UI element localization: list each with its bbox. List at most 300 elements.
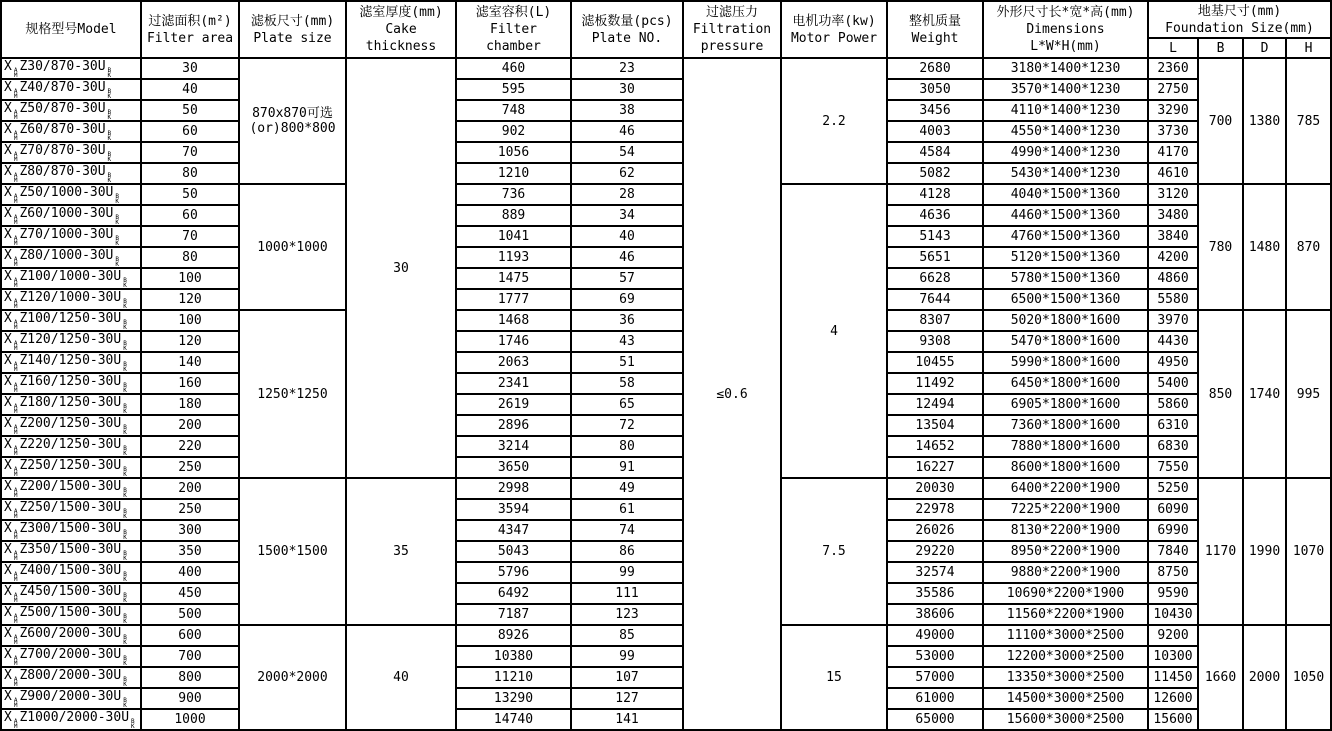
filter-chamber-cell: 1193 xyxy=(456,247,571,268)
dimensions-cell: 4990*1400*1230 xyxy=(983,142,1148,163)
col-header-foundation-size xyxy=(1148,1,1331,38)
foundation-l-cell: 4430 xyxy=(1148,331,1198,352)
filter-chamber-cell: 5796 xyxy=(456,562,571,583)
model-text: Z80/1000-30U xyxy=(19,248,114,263)
table-header xyxy=(1,1,1331,58)
filter-area-cell: 450 xyxy=(141,583,239,604)
plate-number-cell: 46 xyxy=(571,247,683,268)
model-cell xyxy=(1,583,141,604)
model-prefix: X xyxy=(4,542,12,557)
model-variant-marks: A M xyxy=(13,172,18,184)
model-cell xyxy=(1,79,141,100)
model-cell xyxy=(1,541,141,562)
model-prefix: X xyxy=(4,80,12,95)
foundation-l-cell: 15600 xyxy=(1148,709,1198,730)
model-text: Z60/1000-30U xyxy=(19,206,114,221)
filter-chamber-cell: 1475 xyxy=(456,268,571,289)
filter-area-cell: 350 xyxy=(141,541,239,562)
weight-cell: 22978 xyxy=(887,499,983,520)
foundation-l-cell: 2750 xyxy=(1148,79,1198,100)
subcol-header-h: H xyxy=(1286,38,1331,58)
table-row xyxy=(1,226,1331,247)
weight-cell: 65000 xyxy=(887,709,983,730)
model-prefix: X xyxy=(4,332,12,347)
dimensions-cell: 11100*3000*2500 xyxy=(983,625,1148,646)
model-cell xyxy=(1,247,141,268)
plate-number-cell: 62 xyxy=(571,163,683,184)
foundation-d-cell: 1990 xyxy=(1243,478,1286,625)
filter-area-cell: 1000 xyxy=(141,709,239,730)
dimensions-cell: 6400*2200*1900 xyxy=(983,478,1148,499)
weight-cell: 3050 xyxy=(887,79,983,100)
foundation-b-cell: 1170 xyxy=(1198,478,1243,625)
plate-number-cell: 28 xyxy=(571,184,683,205)
filter-area-cell: 300 xyxy=(141,520,239,541)
foundation-b-cell: 780 xyxy=(1198,184,1243,310)
table-row xyxy=(1,331,1331,352)
col-header-filtration-pressure xyxy=(683,1,781,58)
model-variant-marks: A M xyxy=(13,466,18,478)
filter-chamber-cell: 889 xyxy=(456,205,571,226)
filter-area-cell: 60 xyxy=(141,121,239,142)
model-variant-marks: A M xyxy=(13,67,18,79)
foundation-l-cell: 6830 xyxy=(1148,436,1198,457)
filter-chamber-cell: 14740 xyxy=(456,709,571,730)
subcol-header-d: D xyxy=(1243,38,1286,58)
filter-chamber-cell: 3650 xyxy=(456,457,571,478)
plate-number-cell: 43 xyxy=(571,331,683,352)
plate-number-cell: 40 xyxy=(571,226,683,247)
model-variant-marks: B K xyxy=(107,172,112,184)
model-prefix: X xyxy=(4,521,12,536)
model-variant-marks: A M xyxy=(13,508,18,520)
model-variant-marks: B K xyxy=(123,697,127,709)
model-variant-marks: B K xyxy=(123,571,127,583)
model-text: Z600/2000-30U xyxy=(19,626,122,641)
model-variant-marks: A M xyxy=(13,340,18,352)
model-variant-marks: B K xyxy=(115,193,119,205)
filter-chamber-cell: 1210 xyxy=(456,163,571,184)
foundation-h-cell: 1070 xyxy=(1286,478,1331,625)
filter-area-cell: 120 xyxy=(141,331,239,352)
filter-chamber-cell: 4347 xyxy=(456,520,571,541)
plate-number-cell: 141 xyxy=(571,709,683,730)
model-text: Z30/870-30U xyxy=(19,59,106,74)
cake-thickness-en2: thickness xyxy=(365,39,437,54)
table-row xyxy=(1,79,1331,100)
plate-number-cell: 61 xyxy=(571,499,683,520)
model-variant-marks: B K xyxy=(123,277,127,289)
model-cell xyxy=(1,184,141,205)
subcol-header-l: L xyxy=(1148,38,1198,58)
model-variant-marks: A M xyxy=(13,676,18,688)
filter-area-cell: 250 xyxy=(141,499,239,520)
model-variant-marks: B K xyxy=(123,445,127,457)
filter-chamber-cell: 736 xyxy=(456,184,571,205)
foundation-l-cell: 4200 xyxy=(1148,247,1198,268)
plate-size-cell: 1500*1500 xyxy=(239,478,346,625)
model-text: Z120/1250-30U xyxy=(19,332,122,347)
table-row xyxy=(1,541,1331,562)
model-cell xyxy=(1,58,141,79)
model-cell xyxy=(1,121,141,142)
weight-en: Weight xyxy=(911,30,959,46)
model-variant-marks: B K xyxy=(123,298,127,310)
filtration-pressure-en2: pressure xyxy=(700,39,764,54)
model-variant-marks: A M xyxy=(13,529,18,541)
weight-cell: 4636 xyxy=(887,205,983,226)
filter-area-cell: 60 xyxy=(141,205,239,226)
model-text: Z200/1500-30U xyxy=(19,479,122,494)
plate-number-cell: 49 xyxy=(571,478,683,499)
foundation-l-cell: 3970 xyxy=(1148,310,1198,331)
weight-cell: 26026 xyxy=(887,520,983,541)
model-cell xyxy=(1,436,141,457)
table-row xyxy=(1,373,1331,394)
model-variant-marks: B K xyxy=(107,88,112,100)
foundation-h-cell: 870 xyxy=(1286,184,1331,310)
foundation-h-cell: 785 xyxy=(1286,58,1331,184)
filter-chamber-cell: 8926 xyxy=(456,625,571,646)
model-variant-marks: B K xyxy=(123,403,127,415)
dimensions-cell: 5020*1800*1600 xyxy=(983,310,1148,331)
model-prefix: X xyxy=(4,479,12,494)
model-variant-marks: A M xyxy=(13,487,18,499)
table-row xyxy=(1,583,1331,604)
filter-chamber-cell: 6492 xyxy=(456,583,571,604)
filter-chamber-cell: 748 xyxy=(456,100,571,121)
cake-thickness-cell: 30 xyxy=(346,58,456,478)
model-cell xyxy=(1,499,141,520)
plate-number-cell: 99 xyxy=(571,562,683,583)
filter-chamber-cell: 460 xyxy=(456,58,571,79)
filtration-pressure-zh: 过滤压力 xyxy=(705,5,758,20)
plate-number-cell: 30 xyxy=(571,79,683,100)
filter-area-cell: 120 xyxy=(141,289,239,310)
filter-area-cell: 180 xyxy=(141,394,239,415)
filter-chamber-cell: 1777 xyxy=(456,289,571,310)
table-row xyxy=(1,121,1331,142)
foundation-l-cell: 3290 xyxy=(1148,100,1198,121)
model-variant-marks: A M xyxy=(13,298,18,310)
cake-thickness-cell: 40 xyxy=(346,625,456,730)
col-header-plate-number xyxy=(571,1,683,58)
table-row xyxy=(1,310,1331,331)
filter-chamber-cell: 1468 xyxy=(456,310,571,331)
filtration-pressure-en1: Filtration xyxy=(692,22,772,37)
plate-number-cell: 99 xyxy=(571,646,683,667)
table-row xyxy=(1,499,1331,520)
model-text: Z40/870-30U xyxy=(19,80,106,95)
weight-cell: 53000 xyxy=(887,646,983,667)
model-prefix: X xyxy=(4,668,12,683)
foundation-l-cell: 12600 xyxy=(1148,688,1198,709)
foundation-d-cell: 1480 xyxy=(1243,184,1286,310)
model-variant-marks: A M xyxy=(13,277,18,289)
table-row xyxy=(1,163,1331,184)
filter-chamber-cell: 1746 xyxy=(456,331,571,352)
model-prefix: X xyxy=(4,59,12,74)
model-prefix: X xyxy=(4,101,12,116)
filter-area-cell: 700 xyxy=(141,646,239,667)
model-variant-marks: A M xyxy=(13,571,18,583)
dimensions-cell: 6450*1800*1600 xyxy=(983,373,1148,394)
dimensions-cell: 14500*3000*2500 xyxy=(983,688,1148,709)
model-cell xyxy=(1,226,141,247)
motor-power-cell: 7.5 xyxy=(781,478,887,625)
col-header-weight xyxy=(887,1,983,58)
model-variant-marks: B K xyxy=(115,256,119,268)
col-header-cake-thickness xyxy=(346,1,456,58)
filter-area-cell: 100 xyxy=(141,268,239,289)
filter-chamber-cell: 902 xyxy=(456,121,571,142)
table-row xyxy=(1,709,1331,730)
dimensions-cell: 8130*2200*1900 xyxy=(983,520,1148,541)
model-cell xyxy=(1,268,141,289)
model-prefix: X xyxy=(4,290,12,305)
model-variant-marks: A M xyxy=(13,214,18,226)
model-variant-marks: B K xyxy=(123,529,127,541)
table-row xyxy=(1,58,1331,79)
model-variant-marks: B K xyxy=(123,550,127,562)
model-variant-marks: B K xyxy=(107,109,112,121)
model-cell xyxy=(1,415,141,436)
table-row xyxy=(1,562,1331,583)
filter-chamber-cell: 2619 xyxy=(456,394,571,415)
weight-cell: 9308 xyxy=(887,331,983,352)
model-prefix: X xyxy=(4,584,12,599)
col-header-filter-area xyxy=(141,1,239,58)
dimensions-cell: 4550*1400*1230 xyxy=(983,121,1148,142)
weight-cell: 5082 xyxy=(887,163,983,184)
foundation-l-cell: 6090 xyxy=(1148,499,1198,520)
plate-number-cell: 85 xyxy=(571,625,683,646)
model-text: Z70/1000-30U xyxy=(19,227,114,242)
model-variant-marks: A M xyxy=(13,109,18,121)
filter-chamber-cell: 2896 xyxy=(456,415,571,436)
dimensions-cell: 5780*1500*1360 xyxy=(983,268,1148,289)
cake-thickness-en1: Cake xyxy=(385,22,417,37)
table-row xyxy=(1,142,1331,163)
plate-number-cell: 51 xyxy=(571,352,683,373)
table-row xyxy=(1,268,1331,289)
model-text: Z200/1250-30U xyxy=(19,416,122,431)
filter-chamber-cell: 1041 xyxy=(456,226,571,247)
model-prefix: X xyxy=(4,647,12,662)
model-variant-marks: B K xyxy=(123,361,127,373)
model-cell xyxy=(1,310,141,331)
model-variant-marks: A M xyxy=(13,403,18,415)
model-prefix: X xyxy=(4,689,12,704)
filter-chamber-cell: 13290 xyxy=(456,688,571,709)
model-text: Z140/1250-30U xyxy=(19,353,122,368)
filter-chamber-cell: 10380 xyxy=(456,646,571,667)
filter-chamber-cell: 595 xyxy=(456,79,571,100)
plate-number-cell: 111 xyxy=(571,583,683,604)
plate-number-cell: 23 xyxy=(571,58,683,79)
model-text: Z160/1250-30U xyxy=(19,374,122,389)
filter-area-cell: 70 xyxy=(141,226,239,247)
motor-power-cell: 4 xyxy=(781,184,887,478)
model-cell xyxy=(1,352,141,373)
table-row xyxy=(1,289,1331,310)
filtration-pressure-cell: ≤0.6 xyxy=(683,58,781,730)
model-text: Z50/870-30U xyxy=(19,101,106,116)
model-prefix: X xyxy=(4,164,12,179)
model-variant-marks: A M xyxy=(13,655,18,667)
foundation-l-cell: 6310 xyxy=(1148,415,1198,436)
dimensions-cell: 8950*2200*1900 xyxy=(983,541,1148,562)
filter-area-en: Filter area xyxy=(146,30,234,46)
weight-cell: 38606 xyxy=(887,604,983,625)
filter-area-cell: 220 xyxy=(141,436,239,457)
filter-area-cell: 70 xyxy=(141,142,239,163)
foundation-l-cell: 3840 xyxy=(1148,226,1198,247)
plate-number-zh: 滤板数量(pcs) xyxy=(581,13,673,29)
dimensions-cell: 5470*1800*1600 xyxy=(983,331,1148,352)
filter-area-cell: 500 xyxy=(141,604,239,625)
dimensions-cell: 3180*1400*1230 xyxy=(983,58,1148,79)
model-variant-marks: B K xyxy=(123,676,127,688)
foundation-l-cell: 8750 xyxy=(1148,562,1198,583)
dimensions-cell: 7225*2200*1900 xyxy=(983,499,1148,520)
plate-number-cell: 72 xyxy=(571,415,683,436)
foundation-l-cell: 5860 xyxy=(1148,394,1198,415)
table-row xyxy=(1,604,1331,625)
plate-size-cell: 870x870可选 (or)800*800 xyxy=(239,58,346,184)
filter-area-cell: 200 xyxy=(141,415,239,436)
model-variant-marks: B K xyxy=(123,634,127,646)
model-prefix: X xyxy=(4,458,12,473)
plate-number-cell: 127 xyxy=(571,688,683,709)
model-text: Z700/2000-30U xyxy=(19,647,122,662)
filter-chamber-cell: 3214 xyxy=(456,436,571,457)
filter-area-cell: 50 xyxy=(141,184,239,205)
weight-zh: 整机质量 xyxy=(908,13,961,29)
col-header-filter-chamber xyxy=(456,1,571,58)
model-text: Z120/1000-30U xyxy=(19,290,122,305)
model-variant-marks: A M xyxy=(13,424,18,436)
model-variant-marks: A M xyxy=(13,550,18,562)
filter-chamber-cell: 2063 xyxy=(456,352,571,373)
plate-number-cell: 74 xyxy=(571,520,683,541)
model-variant-marks: A M xyxy=(13,613,18,625)
motor-power-cell: 15 xyxy=(781,625,887,730)
model-prefix: X xyxy=(4,374,12,389)
foundation-size-en: Foundation Size(mm) xyxy=(1165,20,1314,36)
table-row xyxy=(1,100,1331,121)
filter-area-cell: 80 xyxy=(141,163,239,184)
filter-chamber-cell: 7187 xyxy=(456,604,571,625)
model-variant-marks: B K xyxy=(123,508,127,520)
model-variant-marks: B K xyxy=(123,592,127,604)
dimensions-cell: 10690*2200*1900 xyxy=(983,583,1148,604)
foundation-l-cell: 5580 xyxy=(1148,289,1198,310)
model-variant-marks: B K xyxy=(123,655,127,667)
model-text: Z800/2000-30U xyxy=(19,668,122,683)
dimensions-cell: 5430*1400*1230 xyxy=(983,163,1148,184)
model-text: Z180/1250-30U xyxy=(19,395,122,410)
model-prefix: X xyxy=(4,500,12,515)
weight-cell: 5651 xyxy=(887,247,983,268)
model-cell xyxy=(1,205,141,226)
model-cell xyxy=(1,142,141,163)
plate-number-cell: 123 xyxy=(571,604,683,625)
dimensions-cell: 4110*1400*1230 xyxy=(983,100,1148,121)
filter-area-cell: 30 xyxy=(141,58,239,79)
model-prefix: X xyxy=(4,416,12,431)
model-variant-marks: B K xyxy=(107,151,112,163)
model-text: Z220/1250-30U xyxy=(19,437,122,452)
model-cell xyxy=(1,331,141,352)
model-cell xyxy=(1,520,141,541)
model-prefix: X xyxy=(4,269,12,284)
filter-area-cell: 80 xyxy=(141,247,239,268)
model-variant-marks: B K xyxy=(123,340,127,352)
cake-thickness-zh: 滤室厚度(mm) xyxy=(359,5,443,20)
weight-cell: 4003 xyxy=(887,121,983,142)
foundation-d-cell: 1380 xyxy=(1243,58,1286,184)
model-variant-marks: B K xyxy=(115,214,119,226)
filter-area-cell: 400 xyxy=(141,562,239,583)
model-variant-marks: A M xyxy=(13,235,18,247)
weight-cell: 13504 xyxy=(887,415,983,436)
filter-area-cell: 100 xyxy=(141,310,239,331)
model-cell xyxy=(1,100,141,121)
dimensions-zh: 外形尺寸长*宽*高(mm) xyxy=(996,5,1135,20)
plate-size-cell: 1250*1250 xyxy=(239,310,346,478)
model-prefix: X xyxy=(4,626,12,641)
weight-cell: 14652 xyxy=(887,436,983,457)
foundation-l-cell: 3480 xyxy=(1148,205,1198,226)
model-text: Z60/870-30U xyxy=(19,122,106,137)
foundation-l-cell: 3120 xyxy=(1148,184,1198,205)
model-variant-marks: B K xyxy=(131,718,135,730)
model-text: Z350/1500-30U xyxy=(19,542,122,557)
model-variant-marks: A M xyxy=(13,361,18,373)
model-variant-marks: A M xyxy=(13,697,18,709)
foundation-l-cell: 9200 xyxy=(1148,625,1198,646)
col-header-model xyxy=(1,1,141,58)
model-text: Z250/1250-30U xyxy=(19,458,122,473)
dimensions-cell: 12200*3000*2500 xyxy=(983,646,1148,667)
table-row xyxy=(1,394,1331,415)
table-row xyxy=(1,205,1331,226)
filter-chamber-en2: chamber xyxy=(486,39,541,54)
filter-chamber-cell: 1056 xyxy=(456,142,571,163)
foundation-h-cell: 995 xyxy=(1286,310,1331,478)
model-cell xyxy=(1,646,141,667)
weight-cell: 57000 xyxy=(887,667,983,688)
foundation-d-cell: 1740 xyxy=(1243,310,1286,478)
foundation-b-cell: 850 xyxy=(1198,310,1243,478)
dimensions-cell: 3570*1400*1230 xyxy=(983,79,1148,100)
model-text: Z250/1500-30U xyxy=(19,500,122,515)
model-text: Z1000/2000-30U xyxy=(19,710,130,725)
model-cell xyxy=(1,562,141,583)
model-text: Z500/1500-30U xyxy=(19,605,122,620)
dimensions-cell: 4760*1500*1360 xyxy=(983,226,1148,247)
model-text: Z400/1500-30U xyxy=(19,563,122,578)
model-cell xyxy=(1,604,141,625)
weight-cell: 49000 xyxy=(887,625,983,646)
weight-cell: 35586 xyxy=(887,583,983,604)
foundation-l-cell: 2360 xyxy=(1148,58,1198,79)
col-header-motor-power xyxy=(781,1,887,58)
filter-chamber-cell: 11210 xyxy=(456,667,571,688)
cake-thickness-cell: 35 xyxy=(346,478,456,625)
plate-number-cell: 80 xyxy=(571,436,683,457)
